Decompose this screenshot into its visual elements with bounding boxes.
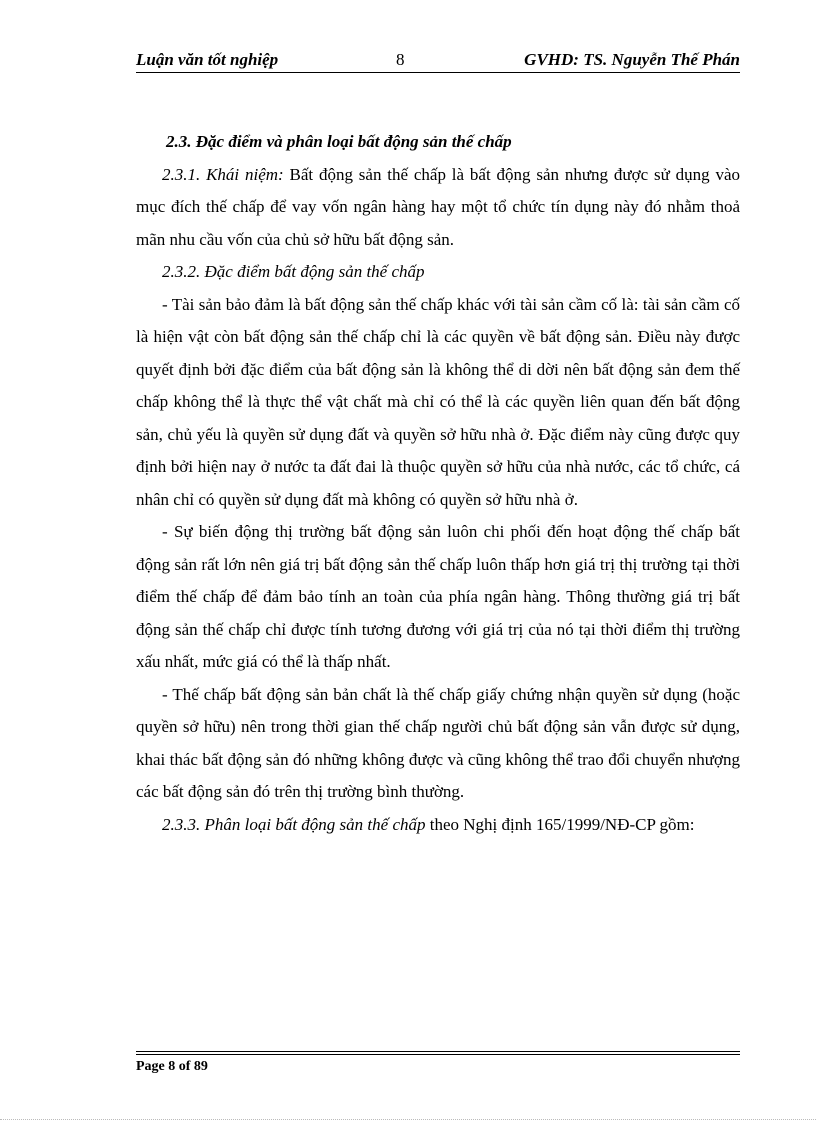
- paragraph-classification: [136, 809, 740, 842]
- page-footer: [136, 1051, 740, 1075]
- page-bottom-edge: [0, 1119, 816, 1120]
- section-title: 2.3. Đặc điểm và phân loại bất động sản thế chấp: [166, 132, 512, 151]
- classification-text: theo Nghị định 165/1999/NĐ-CP gồm:: [425, 814, 695, 834]
- header-thesis-title: Luận văn tốt nghiệp: [136, 50, 279, 69]
- subsection-heading-characteristics: 2.3.2. Đặc điểm bất động sản thế chấp: [162, 262, 425, 281]
- subsection-heading-definition: 2.3.1. Khái niệm:: [162, 164, 284, 184]
- paragraph-characteristic-2: - Sự biến động thị trường bất động sản luôn chi phối đến hoạt động thế chấp bất động sản rất lớn nên giá trị bất động sản thế chấp luôn thấp hơn giá trị thị trường tại thời điểm thế chấp để đảm bảo tính an toàn của phía ngân hàng. Thông thường giá trị bất động sản thế chấp chỉ được tính tương đương với giá trị của nó tại thời điểm thị trường xấu nhất, mức giá có thể là thấp nhất.: [136, 522, 740, 671]
- page-header: [136, 46, 740, 73]
- footer-page-label: Page 8 of 89: [136, 1059, 208, 1074]
- paragraph-characteristic-3: - Thế chấp bất động sản bản chất là thế chấp giấy chứng nhận quyền sử dụng (hoặc quyền sở hữu) nên trong thời gian thế chấp người chủ bất động sản vẫn được sử dụng, khai thác bất động sản đó những không được và cũng không thể trao đổi chuyển nhượng các bất động sản đó trên thị trường bình thường.: [136, 684, 740, 801]
- header-supervisor: GVHD: TS. Nguyễn Thế Phán: [524, 50, 740, 69]
- paragraph-characteristic-1: - Tài sản bảo đảm là bất động sản thế chấp khác với tài sản cầm cố là: tài sản cầm cố là hiện vật còn bất động sản thế chấp chỉ là các quyền về bất động sản. Điều này được quyết định bởi đặc điểm của bất động sản là không thể di dời nên bất động sản đem thế chấp không thể là thực thể vật chất mà chỉ có thể là các quyền liên quan đến bất động sản, chủ yếu là quyền sử dụng đất và quyền sở hữu nhà ở. Đặc điểm này cũng được quy định bởi hiện nay ở nước ta đất đai là thuộc quyền sở hữu của nhà nước, các tổ chức, cá nhân chỉ có quyền sử dụng đất mà không có quyền sở hữu nhà ở.: [136, 294, 740, 509]
- header-page-number: 8: [396, 50, 405, 69]
- paragraph-definition: [136, 159, 740, 257]
- definition-text: Bất động sản thế chấp là bất động sản nhưng được sử dụng vào mục đích thế chấp để vay vốn ngân hàng hay một tổ chức tín dụng này đó nhằm thoả mãn nhu cầu vốn của chủ sở hữu bất động sản.: [136, 164, 740, 249]
- footer-divider: [136, 1051, 740, 1055]
- document-body: [136, 126, 740, 841]
- subsection-heading-classification: 2.3.3. Phân loại bất động sản thế chấp: [162, 814, 426, 834]
